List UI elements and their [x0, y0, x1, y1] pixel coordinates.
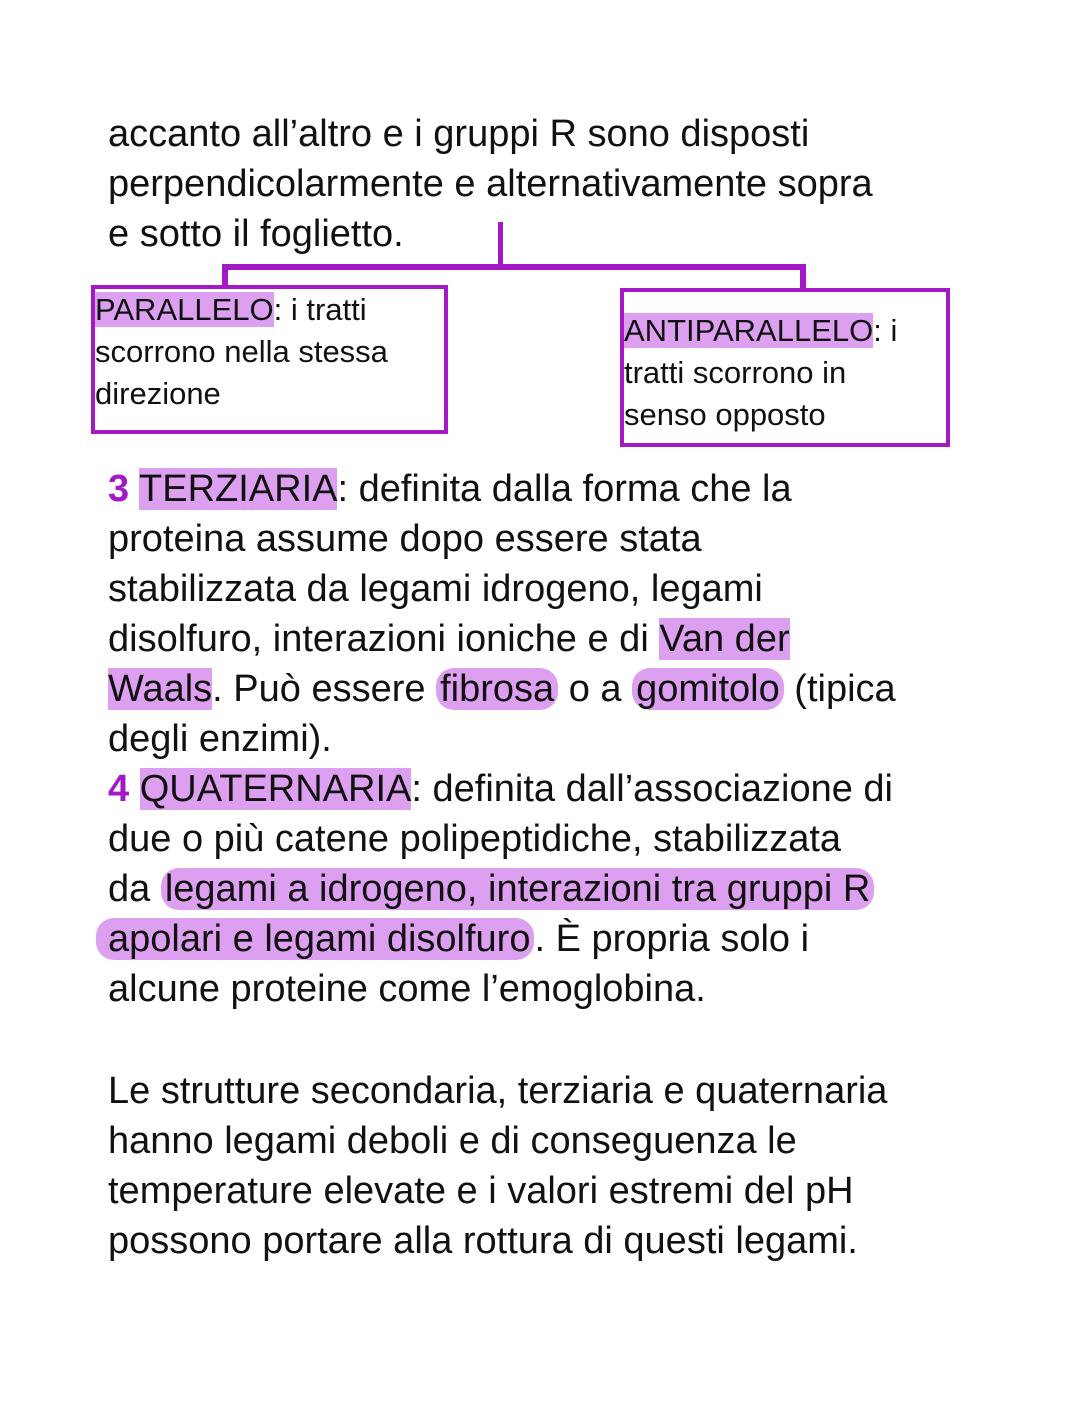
highlight-fibrosa: fibrosa — [436, 668, 558, 710]
highlight-bonds: legami a idrogeno, interazioni tra gruppi R — [161, 868, 875, 910]
antiparallel-term: ANTIPARALLELO — [624, 313, 874, 348]
tertiary-term: TERZIARIA — [139, 468, 338, 510]
quaternary-number: 4 — [108, 768, 130, 810]
tertiary-text: disolfuro, interazioni ioniche e di — [108, 618, 660, 660]
quaternary-paragraph — [108, 764, 1008, 1014]
parallel-box — [91, 285, 448, 434]
highlight-van-der: Van der — [659, 618, 790, 660]
highlight-waals: Waals — [108, 668, 213, 710]
parallel-text: scorrono nella stessa — [95, 334, 388, 369]
tertiary-text: o a — [558, 668, 633, 710]
parallel-term: PARALLELO — [95, 292, 274, 327]
tertiary-text: : definita dalla forma che la — [337, 468, 792, 510]
antiparallel-box — [620, 288, 950, 447]
tertiary-paragraph — [108, 464, 1008, 764]
conclusion-line: possono portare alla rottura di questi legami. — [108, 1220, 858, 1262]
quaternary-text: : definita dall’associazione di — [411, 768, 893, 810]
intro-line: accanto all’altro e i gruppi R sono disposti — [108, 113, 810, 155]
tertiary-text: . Può essere — [212, 668, 437, 710]
quaternary-text: due o più catene polipeptidiche, stabilizzata — [108, 818, 842, 860]
tertiary-text: stabilizzata da legami idrogeno, legami — [108, 568, 763, 610]
antiparallel-text: tratti scorrono in — [624, 355, 847, 390]
quaternary-term: QUATERNARIA — [139, 768, 412, 810]
parallel-text: : i tratti — [273, 292, 367, 327]
tertiary-text: (tipica — [783, 668, 896, 710]
connector-right-drop — [800, 264, 806, 290]
tertiary-number: 3 — [108, 468, 130, 510]
quaternary-text: . È propria solo i — [534, 918, 810, 960]
highlight-bonds-cont: apolari e legami disolfuro — [96, 918, 534, 960]
conclusion-paragraph — [108, 1066, 1008, 1266]
quaternary-text: alcune proteine come l’emoglobina. — [108, 968, 706, 1010]
conclusion-line: hanno legami deboli e di conseguenza le — [108, 1120, 797, 1162]
connector-bar — [222, 264, 806, 270]
tertiary-text: proteina assume dopo essere stata — [108, 518, 702, 560]
intro-line: e sotto il foglietto. — [108, 213, 404, 255]
connector-stem — [498, 222, 503, 268]
tertiary-text: degli enzimi). — [108, 718, 332, 760]
parallel-text: direzione — [95, 376, 221, 411]
conclusion-line: temperature elevate e i valori estremi del pH — [108, 1170, 854, 1212]
quaternary-text: da — [108, 868, 161, 910]
intro-line: perpendicolarmente e alternativamente sopra — [108, 163, 873, 205]
antiparallel-text: senso opposto — [624, 397, 826, 432]
conclusion-line: Le strutture secondaria, terziaria e quaternaria — [108, 1070, 888, 1112]
intro-paragraph — [108, 109, 1008, 259]
highlight-gomitolo: gomitolo — [632, 668, 784, 710]
antiparallel-text: : i — [873, 313, 898, 348]
